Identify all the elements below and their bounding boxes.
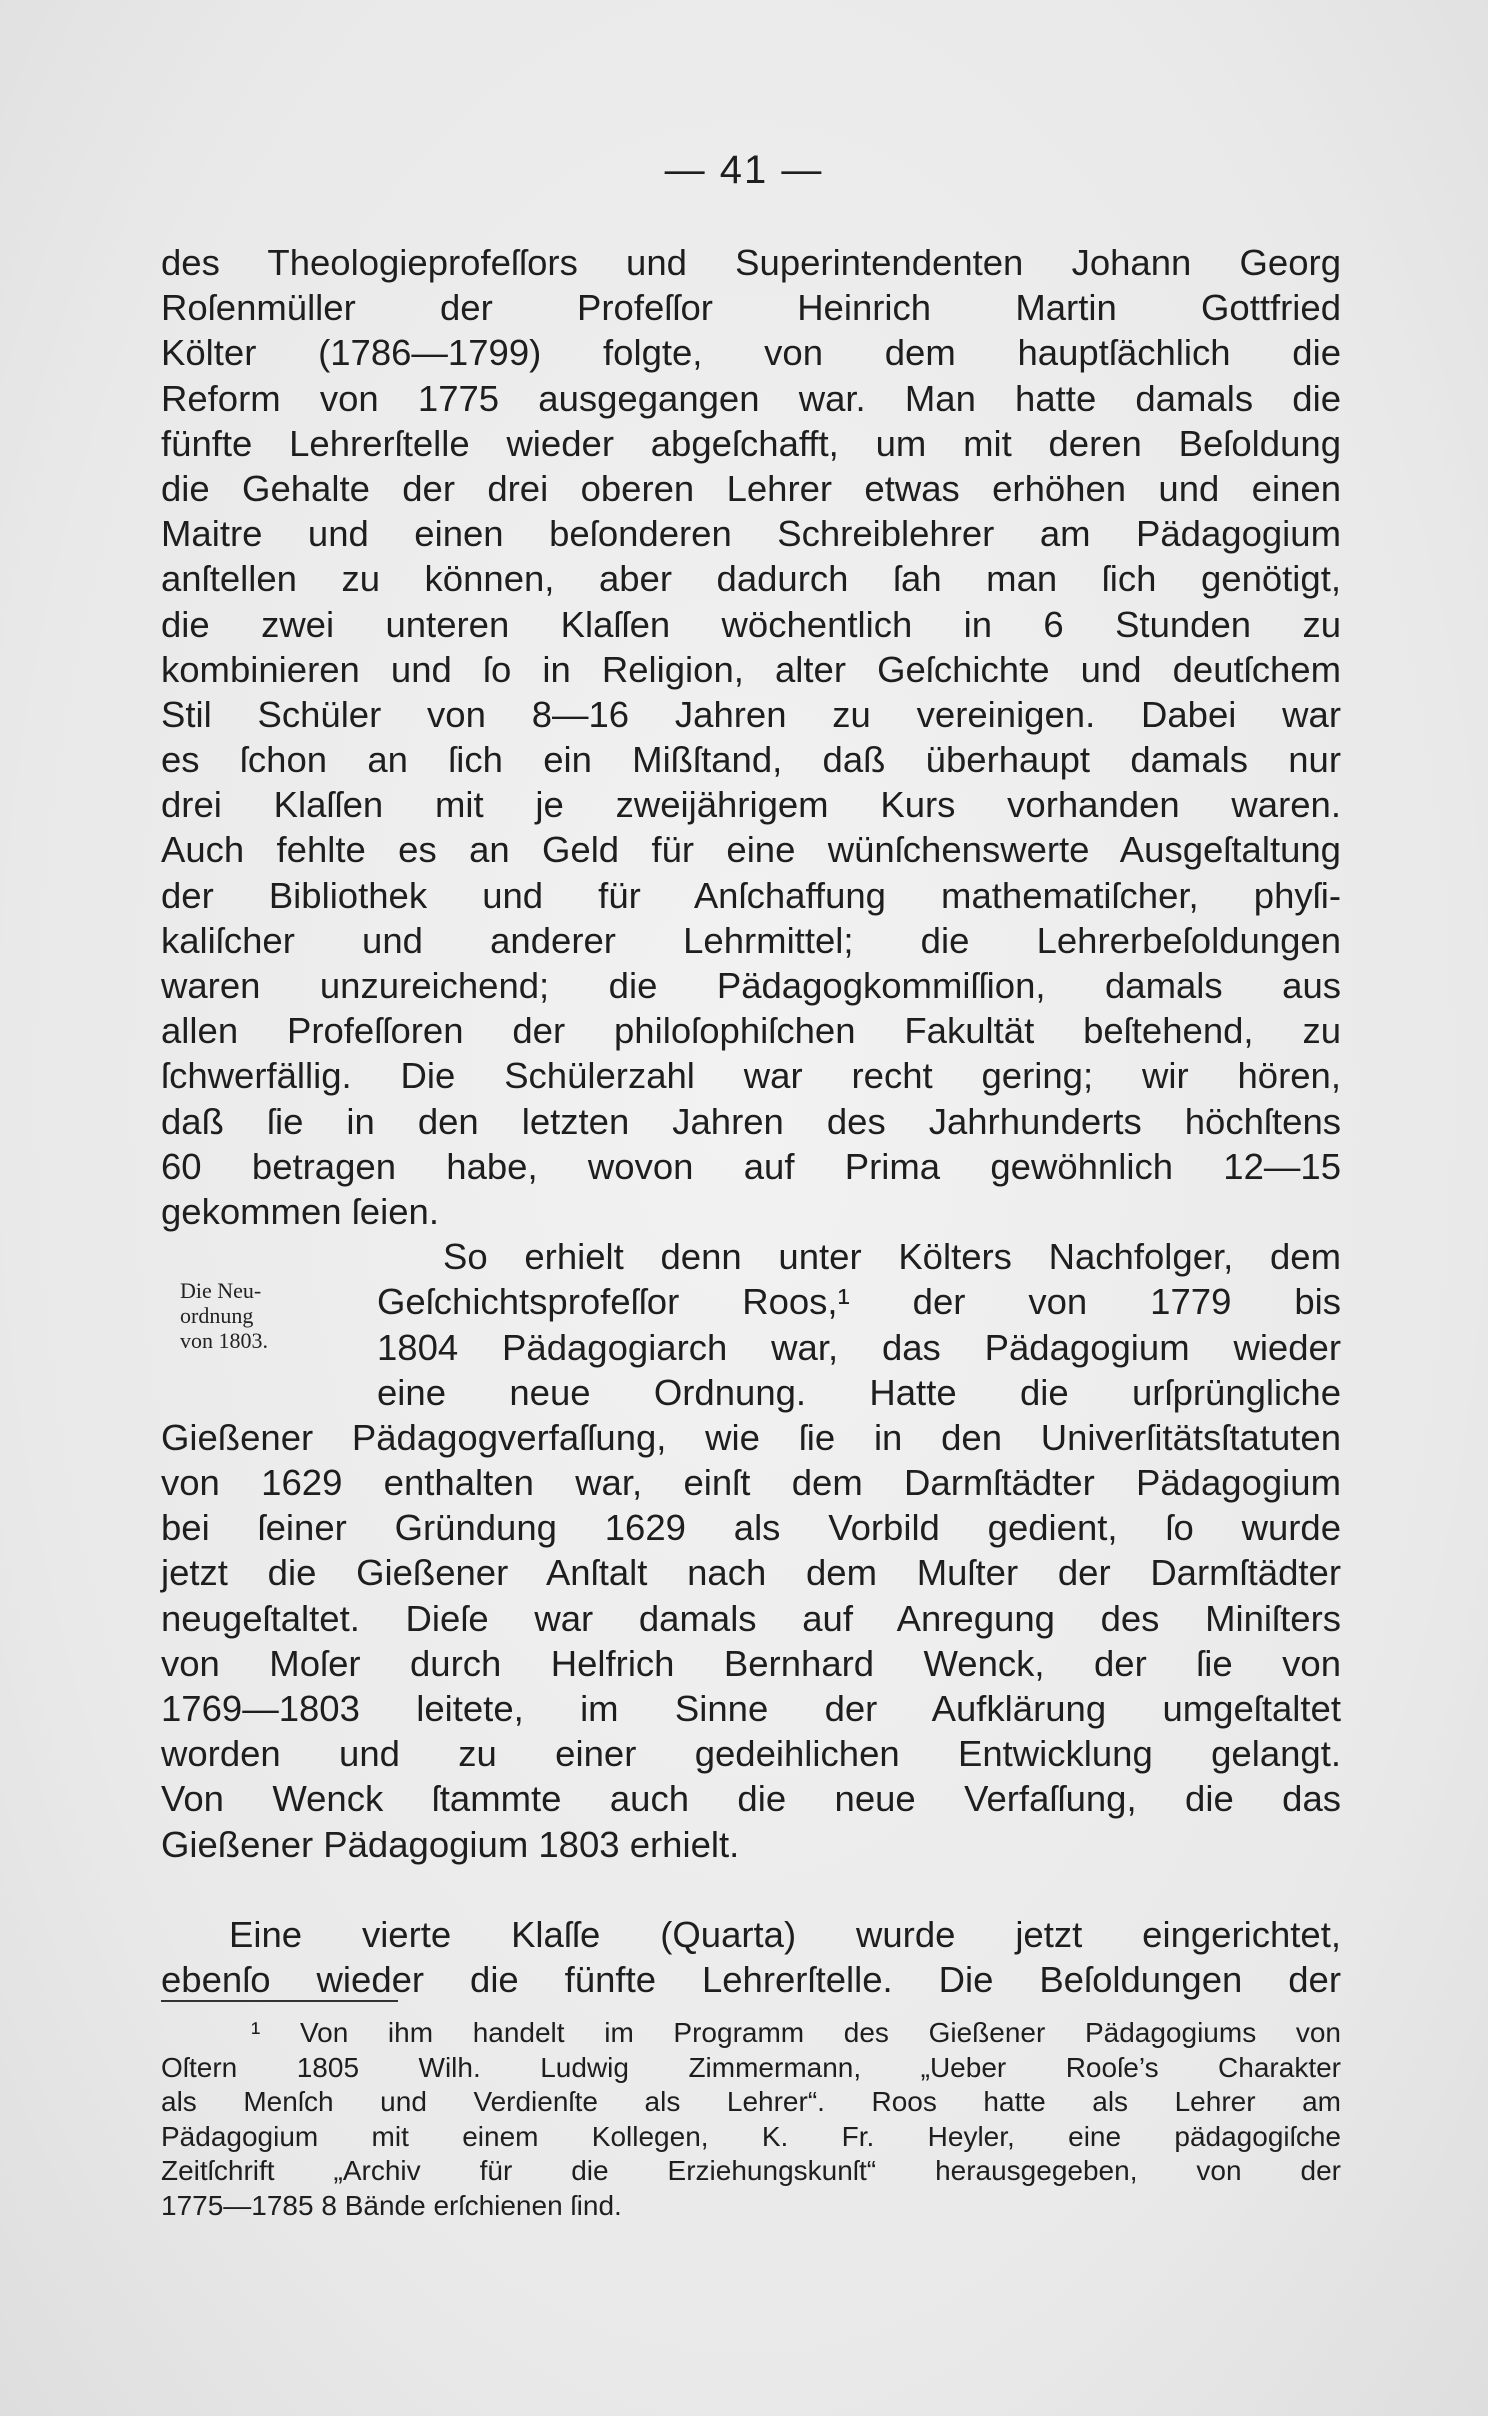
page-number: — 41 — bbox=[664, 148, 824, 192]
text-line: gekommen ſeien. bbox=[161, 1190, 439, 1232]
text-line: kaliſcher und anderer Lehrmittel; die Lehrerbeſoldungen bbox=[161, 919, 1341, 961]
text-line: 1804 Pädagogiarch war, das Pädagogium wieder bbox=[377, 1326, 1341, 1368]
footnotes bbox=[161, 2016, 1341, 2223]
footnote-divider bbox=[161, 2000, 398, 2002]
text-line: 60 betragen habe, wovon auf Prima gewöhnlich 12—15 bbox=[161, 1145, 1341, 1187]
text-line: Eine vierte Klaſſe (Quarta) wurde jetzt eingerichtet, bbox=[229, 1913, 1341, 1955]
text-line: Geſchichtsprofeſſor Roos,¹ der von 1779 bis bbox=[377, 1281, 1341, 1323]
text-line: Maitre und einen beſonderen Schreiblehrer am Pädagogium bbox=[161, 513, 1341, 555]
text-line: drei Klaſſen mit je zweijährigem Kurs vorhanden waren. bbox=[161, 784, 1341, 826]
margin-note-line: ordnung bbox=[180, 1303, 254, 1328]
text-line: Költer (1786—1799) folgte, von dem hauptſächlich die bbox=[161, 332, 1341, 374]
footnote-line: als Menſch und Verdienſte als Lehrer“. Roos hatte als Lehrer am bbox=[161, 2086, 1341, 2117]
text-line: kombinieren und ſo in Religion, alter Geſchichte und deutſchem bbox=[161, 648, 1341, 690]
text-line: bei ſeiner Gründung 1629 als Vorbild gedient, ſo wurde bbox=[161, 1507, 1341, 1549]
text-line: So erhielt denn unter Költers Nachfolger, dem bbox=[443, 1236, 1341, 1278]
footnote-line: Zeitſchrift „Archiv für die Erziehungskunſt“ herausgegeben, von der bbox=[161, 2155, 1341, 2186]
text-line: Gießener Pädagogverfaſſung, wie ſie in den Univerſitätsſtatuten bbox=[161, 1416, 1341, 1458]
text-line: die zwei unteren Klaſſen wöchentlich in 6 Stunden zu bbox=[161, 603, 1341, 645]
footnote-line: ¹ Von ihm handelt im Programm des Gießener Pädagogiums von bbox=[251, 2017, 1341, 2048]
text-line: es ſchon an ſich ein Mißſtand, daß überhaupt damals nur bbox=[161, 739, 1341, 781]
text-line: Von Wenck ſtammte auch die neue Verfaſſung, die das bbox=[161, 1778, 1341, 1820]
footnote-line: 1775—1785 8 Bände erſchienen ſind. bbox=[161, 2189, 622, 2221]
text-line: ebenſo wieder die fünfte Lehrerſtelle. Die Beſoldungen der bbox=[161, 1959, 1341, 2001]
text-line: Auch fehlte es an Geld für eine wünſchenswerte Ausgeſtaltung bbox=[161, 829, 1341, 871]
text-line: des Theologieprofeſſors und Superintendenten Johann Georg bbox=[161, 242, 1341, 283]
text-line: eine neue Ordnung. Hatte die urſprüngliche bbox=[377, 1371, 1341, 1413]
text-line: daß ſie in den letzten Jahren des Jahrhunderts höchſtens bbox=[161, 1100, 1341, 1142]
text-line: waren unzureichend; die Pädagogkommiſſion, damals aus bbox=[161, 965, 1341, 1006]
text-line: die Gehalte der drei oberen Lehrer etwas erhöhen und einen bbox=[161, 467, 1341, 509]
footnote-line: Oſtern 1805 Wilh. Ludwig Zimmermann, „Ueber Rooſe’s Charakter bbox=[161, 2051, 1341, 2083]
paragraph-gap bbox=[161, 1867, 1341, 1912]
main-text bbox=[161, 240, 1341, 2002]
text-line: von 1629 enthalten war, einſt dem Darmſtädter Pädagogium bbox=[161, 1462, 1341, 1504]
text-line: ſchwerfällig. Die Schülerzahl war recht gering; wir hören, bbox=[161, 1055, 1341, 1097]
margin-note-line: von 1803. bbox=[180, 1328, 268, 1353]
text-line: allen Profeſſoren der philoſophiſchen Fakultät beſtehend, zu bbox=[161, 1010, 1341, 1052]
text-line: Stil Schüler von 8—16 Jahren zu vereinigen. Dabei war bbox=[161, 693, 1341, 735]
text-line: Gießener Pädagogium 1803 erhielt. bbox=[161, 1823, 740, 1865]
text-line: 1769—1803 leitete, im Sinne der Aufklärung umgeſtaltet bbox=[161, 1688, 1341, 1729]
text-line: jetzt die Gießener Anſtalt nach dem Muſter der Darmſtädter bbox=[161, 1552, 1341, 1594]
text-line: worden und zu einer gedeihlichen Entwicklung gelangt. bbox=[161, 1733, 1341, 1775]
footnote-line: Pädagogium mit einem Kollegen, K. Fr. Heyler, eine pädagogiſche bbox=[161, 2120, 1341, 2152]
text-line: Roſenmüller der Profeſſor Heinrich Martin Gottfried bbox=[161, 287, 1341, 329]
text-line: fünfte Lehrerſtelle wieder abgeſchafft, um mit deren Beſoldung bbox=[161, 422, 1341, 464]
text-line: Reform von 1775 ausgegangen war. Man hatte damals die bbox=[161, 377, 1341, 419]
text-line: neugeſtaltet. Dieſe war damals auf Anregung des Miniſters bbox=[161, 1597, 1341, 1639]
text-line: von Moſer durch Helfrich Bernhard Wenck, der ſie von bbox=[161, 1642, 1341, 1684]
text-line: der Bibliothek und für Anſchaffung mathematiſcher, phyſi- bbox=[161, 874, 1341, 916]
text-line: anſtellen zu können, aber dadurch ſah man ſich genötigt, bbox=[161, 558, 1341, 600]
margin-note-line: Die Neu- bbox=[180, 1278, 262, 1303]
